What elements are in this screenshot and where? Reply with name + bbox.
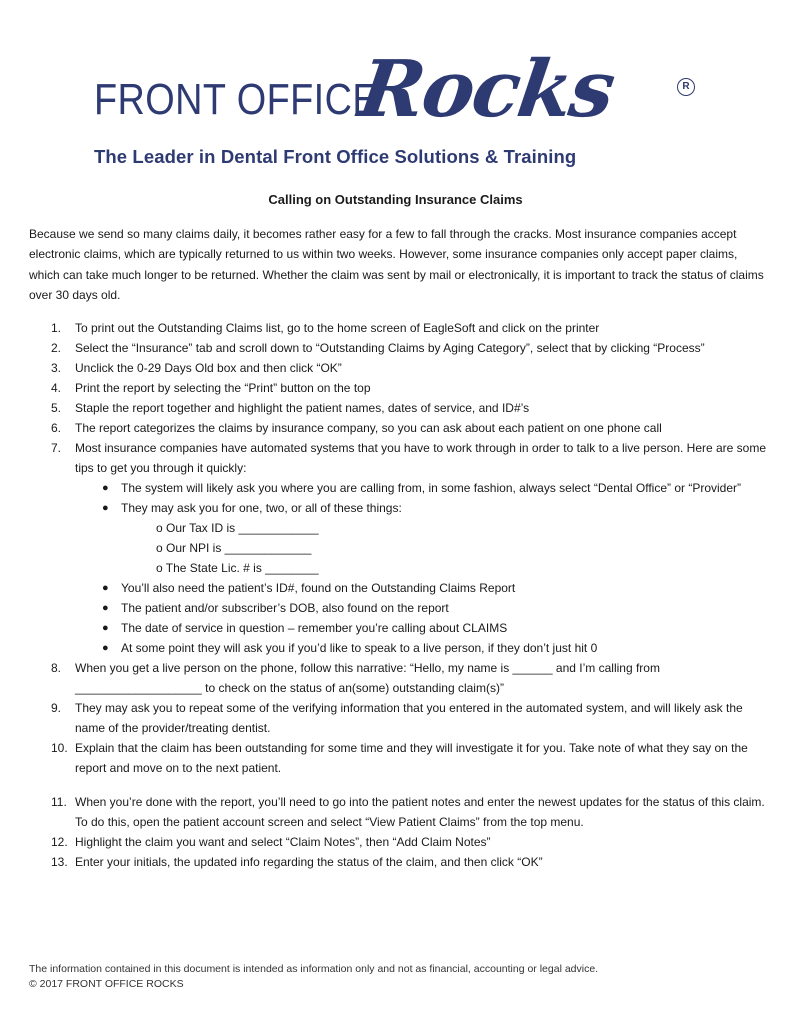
verification-item: o Our NPI is _____________ xyxy=(156,541,312,555)
step-text: Highlight the claim you want and select “Claim Notes”, then “Add Claim Notes” xyxy=(75,835,491,849)
tip-text: You’ll also need the patient’s ID#, found on the Outstanding Claims Report xyxy=(121,581,516,595)
tip-item xyxy=(75,618,769,638)
step-number: 3. xyxy=(51,361,62,375)
step-6 xyxy=(29,418,769,438)
bullet-icon: ● xyxy=(102,642,109,654)
step-text: When you’re done with the report, you’ll need to go into the patient notes and enter the newest updates for the status of this claim. To do this, open the patient account screen and select “View Patient Claims” from the top menu. xyxy=(75,795,765,829)
document-title: Calling on Outstanding Insurance Claims xyxy=(268,192,523,207)
step-3 xyxy=(29,358,769,378)
footer xyxy=(29,962,598,992)
step-text: Most insurance companies have automated systems that you have to work through in order to talk to a live person. Here are some tips to get you through it quickly: xyxy=(75,441,767,475)
step-11 xyxy=(29,792,769,832)
verification-items-list xyxy=(121,518,769,578)
logo-tagline: The Leader in Dental Front Office Solutions & Training xyxy=(94,146,577,167)
bullet-icon: ● xyxy=(102,622,109,634)
step-9 xyxy=(29,698,769,738)
step-1 xyxy=(29,318,769,338)
footer-copyright: © 2017 FRONT OFFICE ROCKS xyxy=(29,978,184,990)
section-spacer xyxy=(29,778,769,792)
tip-item xyxy=(75,498,769,578)
step-text: Explain that the claim has been outstanding for some time and they will investigate it for you. Take note of what they say on the report and move on to the next patient. xyxy=(75,741,748,775)
step-number: 13. xyxy=(51,855,68,869)
step-text: Staple the report together and highlight the patient names, dates of service, and ID#’s xyxy=(75,401,530,415)
step-text: They may ask you to repeat some of the verifying information that you entered in the automated system, and will likely ask the name of the provider/treating dentist. xyxy=(75,701,743,735)
registered-mark-icon: R xyxy=(677,78,695,96)
bullet-icon: ● xyxy=(102,482,109,494)
step-number: 6. xyxy=(51,421,62,435)
bullet-icon: ● xyxy=(102,602,109,614)
step-text: The report categorizes the claims by insurance company, so you can ask about each patient on one phone call xyxy=(75,421,662,435)
tip-text: The date of service in question – remember you’re calling about CLAIMS xyxy=(121,621,508,635)
tip-item xyxy=(75,638,769,658)
steps-list xyxy=(29,318,769,872)
verification-item: o The State Lic. # is ________ xyxy=(156,561,319,575)
step-2 xyxy=(29,338,769,358)
step-text: Unclick the 0-29 Days Old box and then click “OK” xyxy=(75,361,342,375)
step-5 xyxy=(29,398,769,418)
tip-text: At some point they will ask you if you’d like to speak to a live person, if they don’t just hit 0 xyxy=(121,641,598,655)
logo-front-office-text: FRONT OFFICE xyxy=(94,75,379,124)
step-text: Select the “Insurance” tab and scroll down to “Outstanding Claims by Aging Category”, select that by clicking “Process” xyxy=(75,341,705,355)
footer-disclaimer: The information contained in this document is intended as information only and not as financial, accounting or legal advice. xyxy=(29,963,599,975)
step-number: 1. xyxy=(51,321,62,335)
step-text: When you get a live person on the phone, follow this narrative: “Hello, my name is ______ and I’m calling from ___________________ to check on the status of an(some) outstanding claim(s)” xyxy=(75,661,660,695)
tips-list xyxy=(75,478,769,658)
step-number: 2. xyxy=(51,341,62,355)
bullet-icon: ● xyxy=(102,502,109,514)
step-number: 7. xyxy=(51,441,62,455)
step-number: 11. xyxy=(51,795,67,809)
step-8 xyxy=(29,658,769,698)
step-text: Print the report by selecting the “Print” button on the top xyxy=(75,381,371,395)
step-number: 8. xyxy=(51,661,62,675)
bullet-icon: ● xyxy=(102,582,109,594)
tip-text: They may ask you for one, two, or all of these things: xyxy=(121,501,402,515)
verification-item: o Our Tax ID is ____________ xyxy=(156,521,319,535)
logo-rocks-script: Rocks xyxy=(353,44,619,135)
step-number: 9. xyxy=(51,701,62,715)
step-10 xyxy=(29,738,769,778)
front-office-rocks-logo xyxy=(92,40,712,170)
intro-paragraph: Because we send so many claims daily, it becomes rather easy for a few to fall through the cracks. Most insurance companies accept electronic claims, which are typically returned to us within two weeks. However, some insurance companies only accept paper claims, which can take much longer to be returned. Whether the claim was sent by mail or electronically, it is important to track the status of claims over 30 days old. xyxy=(29,227,764,302)
step-number: 4. xyxy=(51,381,62,395)
step-number: 5. xyxy=(51,401,62,415)
step-number: 10. xyxy=(51,741,68,755)
step-13 xyxy=(29,852,769,872)
step-7 xyxy=(29,438,769,658)
step-number: 12. xyxy=(51,835,68,849)
tip-item xyxy=(75,578,769,598)
tip-text: The system will likely ask you where you are calling from, in some fashion, always select “Dental Office” or “Provider” xyxy=(121,481,742,495)
step-text: To print out the Outstanding Claims list, go to the home screen of EagleSoft and click on the printer xyxy=(75,321,600,335)
step-4 xyxy=(29,378,769,398)
step-text: Enter your initials, the updated info regarding the status of the claim, and then click “OK” xyxy=(75,855,543,869)
step-12 xyxy=(29,832,769,852)
tip-item xyxy=(75,598,769,618)
tip-item xyxy=(75,478,769,498)
tip-text: The patient and/or subscriber’s DOB, also found on the report xyxy=(121,601,449,615)
